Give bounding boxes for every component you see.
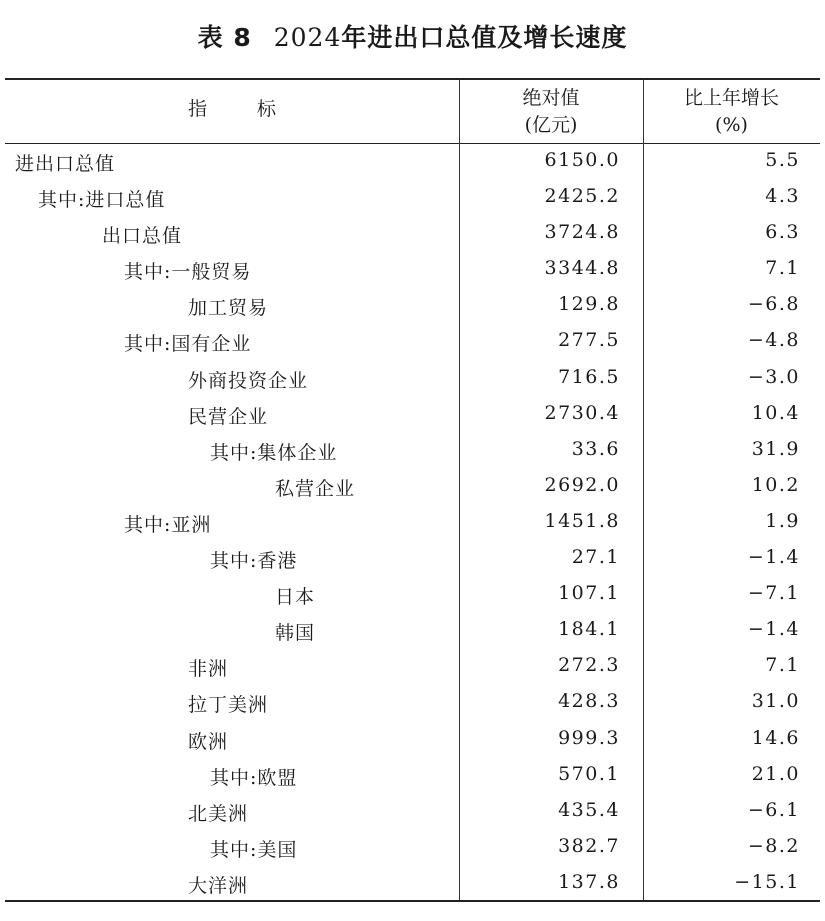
row-label [275,474,355,501]
row-label [210,438,337,465]
table-row [0,830,825,866]
growth-cell: 10.4 [751,401,800,424]
table-row [0,685,825,721]
row-label-text: 一般贸易 [171,261,252,284]
growth-cell: 14.6 [751,726,800,749]
row-prefix: 其中: [124,513,172,536]
table-row [0,288,825,324]
row-label-text: 非洲 [188,658,229,681]
row-label [275,618,315,645]
growth-cell: 31.9 [751,437,800,460]
row-label-text: 国有企业 [171,333,252,356]
value-cell: 27.1 [571,546,620,569]
row-label [188,727,228,754]
row-prefix: 其中: [210,441,258,464]
row-label [188,799,248,826]
table-row [0,505,825,541]
growth-cell: 1.9 [765,509,800,532]
table-row [0,541,825,577]
value-cell: 999.3 [558,726,620,749]
value-header [459,85,643,139]
value-cell: 277.5 [558,329,620,352]
table-row [0,649,825,685]
row-label-text: 亚洲 [171,513,212,536]
value-cell: 6150.0 [544,149,620,171]
row-prefix: 其中: [38,189,86,212]
value-cell: 3724.8 [544,221,620,244]
growth-cell: 7.1 [765,257,800,280]
table-row [0,216,825,252]
growth-header-unit: (%) [715,114,748,136]
row-label [275,582,315,609]
growth-cell: −1.4 [747,546,800,569]
value-cell: 129.8 [558,293,620,316]
value-cell: 428.3 [558,690,620,713]
row-prefix: 其中: [210,550,258,573]
row-label-text: 外商投资企业 [188,369,309,392]
table-number: 表 8 [197,23,252,52]
table-row [0,324,825,360]
table-row [0,397,825,433]
value-cell: 3344.8 [544,257,620,280]
row-label-text: 集体企业 [257,441,338,464]
indicator-header [5,96,459,123]
row-label-text: 香港 [257,550,298,573]
table-row [0,180,825,216]
row-prefix: 其中: [210,766,258,789]
row-label-text: 北美洲 [188,802,249,825]
row-label-text: 大洋洲 [188,874,249,897]
table-row [0,758,825,794]
growth-cell: −3.0 [747,365,800,388]
growth-header-label: 比上年增长 [683,87,779,109]
table-row [0,252,825,288]
value-cell: 137.8 [558,870,620,893]
row-label [210,763,297,790]
table-row [0,433,825,469]
value-cell: 2425.2 [544,185,620,208]
value-cell: 184.1 [558,618,620,641]
row-label-text: 日本 [275,586,316,609]
row-label-text: 欧洲 [188,730,229,753]
value-cell: 382.7 [558,834,620,857]
row-label-text: 加工贸易 [188,297,269,320]
table-row [0,469,825,505]
growth-cell: −8.2 [747,834,800,857]
table-row [0,794,825,830]
growth-cell: −7.1 [747,582,800,605]
row-prefix: 其中: [124,261,172,284]
growth-cell: 21.0 [751,762,800,785]
table-row [0,613,825,649]
row-label-text: 欧盟 [257,766,298,789]
row-label [188,871,248,898]
row-label [15,149,115,176]
row-label [188,690,268,717]
row-label [188,293,268,320]
growth-header [643,85,820,139]
row-label [124,510,211,537]
row-label-text: 进口总值 [85,189,166,212]
growth-cell: −4.8 [747,329,800,352]
table-body [0,144,825,902]
growth-cell: 7.1 [765,654,800,677]
value-header-label: 绝对值 [522,87,580,109]
row-prefix: 其中: [124,333,172,356]
value-cell: 570.1 [558,762,620,785]
growth-cell: −15.1 [734,870,800,893]
value-cell: 716.5 [558,365,620,388]
value-cell: 107.1 [558,582,620,605]
row-prefix: 其中: [210,838,258,861]
indicator-header-char: 指 [187,98,207,120]
row-label [188,366,308,393]
row-label [102,221,182,248]
table-title [0,18,825,54]
growth-cell: 4.3 [765,185,800,208]
row-label-text: 拉丁美洲 [188,694,269,717]
title-year: 2024 [273,23,342,52]
row-label [188,654,228,681]
row-label-text: 出口总值 [102,225,183,248]
row-label-text: 民营企业 [188,405,269,428]
growth-cell: −6.8 [747,293,800,316]
value-cell: 33.6 [571,437,620,460]
value-cell: 1451.8 [544,509,620,532]
row-label [124,257,251,284]
value-cell: 435.4 [558,798,620,821]
indicator-header-char: 标 [257,98,277,120]
table-row [0,361,825,397]
title-text: 年进出口总值及增长速度 [341,23,628,52]
growth-cell: 5.5 [765,149,800,171]
table-row [0,144,825,180]
row-label [124,329,251,356]
value-header-unit: (亿元) [524,114,578,136]
row-label-text: 美国 [257,838,298,861]
table-row [0,722,825,758]
row-label-text: 私营企业 [275,477,356,500]
growth-cell: 10.2 [751,473,800,496]
top-rule [5,78,820,80]
row-label-text: 韩国 [275,622,316,645]
value-cell: 272.3 [558,654,620,677]
row-label [38,185,165,212]
growth-cell: 6.3 [765,221,800,244]
row-label [188,402,268,429]
value-cell: 2730.4 [544,401,620,424]
row-label [210,835,297,862]
growth-cell: −1.4 [747,618,800,641]
value-cell: 2692.0 [544,473,620,496]
row-label-text: 进出口总值 [15,153,116,175]
row-label [210,546,297,573]
table-row [0,577,825,613]
growth-cell: −6.1 [747,798,800,821]
growth-cell: 31.0 [751,690,800,713]
table-row [0,866,825,902]
